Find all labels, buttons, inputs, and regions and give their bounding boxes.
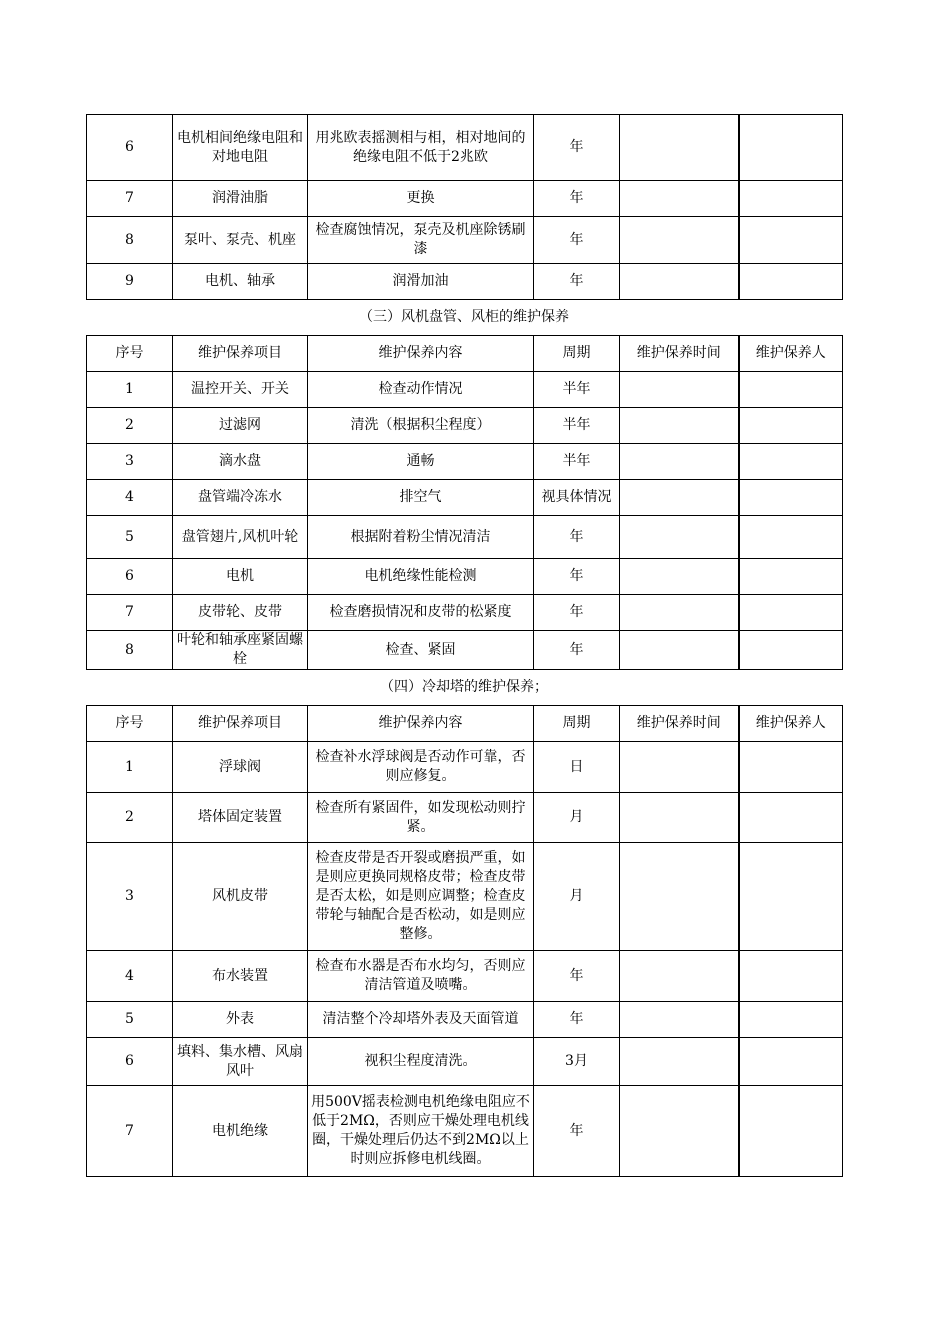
table-row (87, 1038, 843, 1086)
cell-time (620, 1002, 739, 1038)
cell-time (620, 217, 739, 264)
cell-item: 电机绝缘 (173, 1086, 308, 1177)
header-content: 维护保养内容 (308, 336, 534, 372)
header-person: 维护保养人 (739, 336, 843, 372)
cell-item: 温控开关、开关 (173, 372, 308, 408)
cell-time (620, 1086, 739, 1177)
table-row (87, 217, 843, 264)
table-row (87, 115, 843, 181)
cell-item: 润滑油脂 (173, 181, 308, 217)
cell-seq: 5 (87, 1002, 173, 1038)
cell-item: 泵叶、泵壳、机座 (173, 217, 308, 264)
cell-seq: 6 (87, 559, 173, 595)
cell-item: 盘管端冷冻水 (173, 480, 308, 516)
header-seq: 序号 (87, 706, 173, 742)
table-row (87, 843, 843, 951)
table-row (87, 264, 843, 300)
cell-seq: 8 (87, 217, 173, 264)
cell-seq: 4 (87, 951, 173, 1002)
cooling-tower-maintenance-table (86, 705, 843, 1177)
cell-item: 电机相间绝缘电阻和对地电阻 (173, 115, 308, 181)
cell-content: 检查所有紧固件，如发现松动则拧紧。 (308, 793, 534, 843)
cell-time (620, 631, 739, 670)
cell-period: 年 (534, 264, 620, 300)
header-period: 周期 (534, 336, 620, 372)
cell-seq: 7 (87, 181, 173, 217)
header-time: 维护保养时间 (620, 336, 739, 372)
cell-person (739, 951, 843, 1002)
cell-seq: 2 (87, 793, 173, 843)
section3-title: （三）风机盘管、风柜的维护保养 (359, 309, 569, 325)
cell-period: 视具体情况 (534, 480, 620, 516)
cell-time (620, 480, 739, 516)
cell-period: 3月 (534, 1038, 620, 1086)
table-row (87, 595, 843, 631)
header-content: 维护保养内容 (308, 706, 534, 742)
fan-coil-maintenance-table (86, 335, 843, 670)
cell-seq: 6 (87, 1038, 173, 1086)
cell-period: 年 (534, 181, 620, 217)
cell-period: 年 (534, 595, 620, 631)
cell-time (620, 559, 739, 595)
cell-content: 根据附着粉尘情况清洁 (308, 516, 534, 559)
header-seq: 序号 (87, 336, 173, 372)
cell-content: 清洗（根据积尘程度） (308, 408, 534, 444)
table-header-row (87, 706, 843, 742)
cell-period: 年 (534, 1086, 620, 1177)
cell-person (739, 793, 843, 843)
cell-content: 电机绝缘性能检测 (308, 559, 534, 595)
cell-seq: 7 (87, 595, 173, 631)
cell-item: 过滤网 (173, 408, 308, 444)
cell-person (739, 1086, 843, 1177)
cell-content: 检查腐蚀情况，泵壳及机座除锈刷漆 (308, 217, 534, 264)
cell-person (739, 480, 843, 516)
cell-content: 检查磨损情况和皮带的松紧度 (308, 595, 534, 631)
cell-content: 视积尘程度清洗。 (308, 1038, 534, 1086)
cell-person (739, 843, 843, 951)
cell-seq: 1 (87, 742, 173, 793)
cell-person (739, 595, 843, 631)
cell-item: 塔体固定装置 (173, 793, 308, 843)
cell-item: 外表 (173, 1002, 308, 1038)
header-item: 维护保养项目 (173, 336, 308, 372)
cell-period: 年 (534, 1002, 620, 1038)
cell-period: 年 (534, 631, 620, 670)
cell-item: 滴水盘 (173, 444, 308, 480)
cell-period: 半年 (534, 408, 620, 444)
table-row (87, 793, 843, 843)
cell-time (620, 115, 739, 181)
cell-person (739, 408, 843, 444)
cell-period: 年 (534, 115, 620, 181)
cell-item: 电机 (173, 559, 308, 595)
cell-time (620, 408, 739, 444)
cell-period: 半年 (534, 372, 620, 408)
cell-item: 盘管翅片,风机叶轮 (173, 516, 308, 559)
cell-content: 通畅 (308, 444, 534, 480)
table-row (87, 1002, 843, 1038)
cell-content: 用500V摇表检测电机绝缘电阻应不低于2MΩ，否则应干燥处理电机线圈，干燥处理后仍达不到2MΩ以上时则应拆修电机线圈。 (308, 1086, 534, 1177)
cell-content: 检查补水浮球阀是否动作可靠，否则应修复。 (308, 742, 534, 793)
cell-seq: 4 (87, 480, 173, 516)
header-item: 维护保养项目 (173, 706, 308, 742)
cell-person (739, 559, 843, 595)
cell-item: 风机皮带 (173, 843, 308, 951)
header-time: 维护保养时间 (620, 706, 739, 742)
cell-content: 检查动作情况 (308, 372, 534, 408)
cell-period: 日 (534, 742, 620, 793)
table-row (87, 372, 843, 408)
cell-item: 布水装置 (173, 951, 308, 1002)
cell-item: 叶轮和轴承座紧固螺栓 (173, 631, 308, 670)
cell-seq: 5 (87, 516, 173, 559)
cell-seq: 3 (87, 444, 173, 480)
cell-person (739, 372, 843, 408)
cell-item: 填料、集水槽、风扇风叶 (173, 1038, 308, 1086)
cell-content: 检查布水器是否布水均匀，否则应清洁管道及喷嘴。 (308, 951, 534, 1002)
cell-time (620, 951, 739, 1002)
cell-person (739, 631, 843, 670)
cell-person (739, 1002, 843, 1038)
cell-content: 检查皮带是否开裂或磨损严重，如是则应更换同规格皮带；检查皮带是否太松，如是则应调整；检查皮带轮与轴配合是否松动，如是则应整修。 (308, 843, 534, 951)
cell-time (620, 264, 739, 300)
table-row (87, 742, 843, 793)
cell-seq: 3 (87, 843, 173, 951)
cell-person (739, 181, 843, 217)
cell-person (739, 217, 843, 264)
cell-item: 电机、轴承 (173, 264, 308, 300)
cell-person (739, 115, 843, 181)
cell-time (620, 516, 739, 559)
table-row (87, 480, 843, 516)
table-row (87, 516, 843, 559)
cell-time (620, 1038, 739, 1086)
cell-person (739, 264, 843, 300)
table-row (87, 951, 843, 1002)
cell-content: 清洁整个冷却塔外表及天面管道 (308, 1002, 534, 1038)
document-page (86, 114, 842, 1177)
cell-seq: 2 (87, 408, 173, 444)
table-row (87, 444, 843, 480)
cell-person (739, 444, 843, 480)
cell-person (739, 742, 843, 793)
cell-seq: 6 (87, 115, 173, 181)
header-person: 维护保养人 (739, 706, 843, 742)
cell-item: 浮球阀 (173, 742, 308, 793)
cell-content: 更换 (308, 181, 534, 217)
cell-seq: 9 (87, 264, 173, 300)
cell-period: 月 (534, 793, 620, 843)
cell-period: 年 (534, 217, 620, 264)
section4-title: （四）冷却塔的维护保养； (380, 679, 548, 695)
cell-person (739, 1038, 843, 1086)
cell-period: 半年 (534, 444, 620, 480)
cell-time (620, 595, 739, 631)
table-row (87, 1086, 843, 1177)
cell-seq: 8 (87, 631, 173, 670)
cell-content: 润滑加油 (308, 264, 534, 300)
cell-time (620, 444, 739, 480)
table-row (87, 559, 843, 595)
cell-content: 检查、紧固 (308, 631, 534, 670)
cell-time (620, 843, 739, 951)
cell-person (739, 516, 843, 559)
table-row (87, 181, 843, 217)
cell-time (620, 793, 739, 843)
pump-maintenance-table (86, 114, 843, 300)
table-row (87, 631, 843, 670)
cell-content: 用兆欧表摇测相与相，相对地间的绝缘电阻不低于2兆欧 (308, 115, 534, 181)
cell-seq: 7 (87, 1086, 173, 1177)
table-header-row (87, 336, 843, 372)
cell-period: 年 (534, 516, 620, 559)
cell-time (620, 372, 739, 408)
cell-time (620, 742, 739, 793)
cell-period: 年 (534, 559, 620, 595)
header-period: 周期 (534, 706, 620, 742)
cell-item: 皮带轮、皮带 (173, 595, 308, 631)
cell-time (620, 181, 739, 217)
cell-period: 月 (534, 843, 620, 951)
cell-content: 排空气 (308, 480, 534, 516)
table-row (87, 408, 843, 444)
cell-period: 年 (534, 951, 620, 1002)
cell-seq: 1 (87, 372, 173, 408)
